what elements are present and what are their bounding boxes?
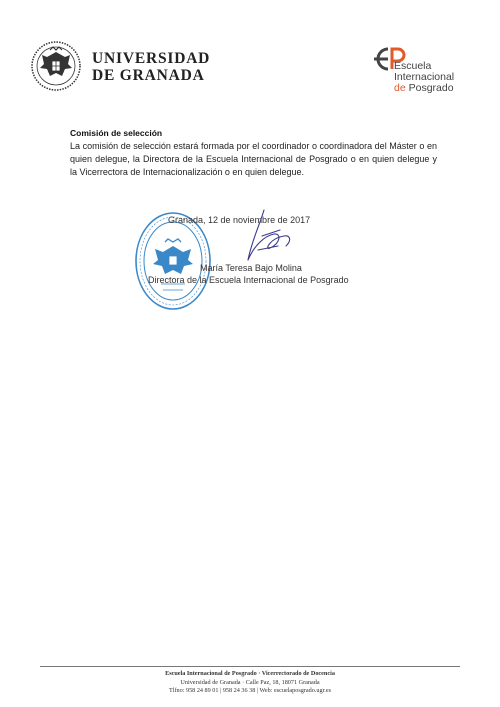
page-footer xyxy=(0,670,500,696)
body-paragraph: La comisión de selección estará formada por el coordinador o coordinadora del Máster o en quien delegue, la Directora de la Escuela Internacional de Posgrado o en quien delegue y la Vicerrectora de Internacionalización o en quien delegue. xyxy=(70,141,437,178)
footer-divider xyxy=(40,666,460,667)
university-name xyxy=(92,50,210,84)
handwritten-signature-icon xyxy=(240,206,300,268)
school-name-line3: Posgrado xyxy=(408,82,454,94)
footer-line1: Escuela Internacional de Posgrado · Vicerrectorado de Docencia xyxy=(165,670,335,677)
signature-date: Granada, 12 de noviembre de 2017 xyxy=(168,215,311,225)
signer-role: Directora de la Escuela Internacional de Posgrado xyxy=(148,275,349,285)
footer-line2: Universidad de Granada · Calle Paz, 18, 18071 Granada xyxy=(180,678,320,686)
university-name-line2: DE GRANADA xyxy=(92,67,205,84)
footer-line3: Tlfno: 958 24 89 01 | 958 24 36 38 | Web: escuelaposgrado.ugr.es xyxy=(168,687,332,694)
school-name-line2: Internacional xyxy=(394,71,455,83)
signer-name: María Teresa Bajo Molina xyxy=(200,263,302,273)
school-name xyxy=(394,61,454,94)
school-name-dash: de xyxy=(394,82,406,94)
university-coat-of-arms-icon xyxy=(30,40,82,92)
school-name-line1: Escuela xyxy=(394,60,432,72)
section-heading: Comisión de selección xyxy=(70,128,163,138)
university-name-line1: UNIVERSIDAD xyxy=(92,50,211,67)
